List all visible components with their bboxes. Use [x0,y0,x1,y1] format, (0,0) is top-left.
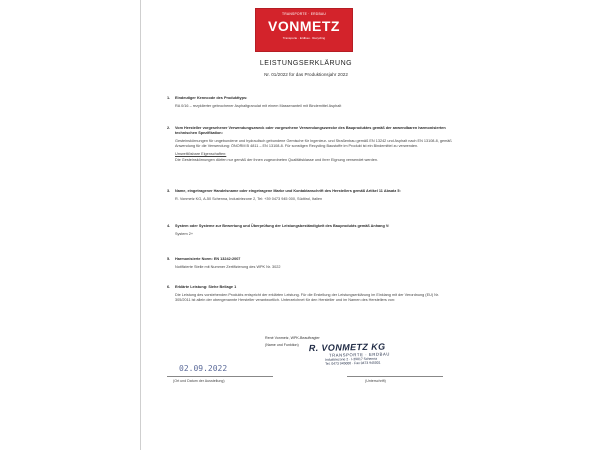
document-subtitle: Nr. 01/2022 für das Produktionsjahr 2022 [264,72,348,77]
section-body: Notifizierte Stelle mit Nummer Zertifizierung des WPK Nr. 3022 [175,265,281,269]
section-number: 6. [167,285,171,289]
section-1 [167,96,453,109]
section-4 [167,224,453,237]
document-title: LEISTUNGSERKLÄRUNG [259,60,353,67]
section-heading: Eindeutiger Kenncode des Produkttyps: [175,96,248,100]
stamp-company: R. VONMETZ KG [308,341,386,354]
section-body: System 2+ [175,232,194,236]
section-body: Gesteinskörnungen für ungebundene und hydraulisch gebundene Gemische für Ingenieur- und Straßenbau gemäß EN 13242 und Asphalt nach EN 13108-8, gemäß Anwendung für die Verwendung: ÖNORM B 4811 – EN 13108-8. Für sonstigen Recycling Baustoffe im Produkt ist ein Bindemittel zu verwenden. [175,139,452,148]
section-body: R. Vonmetz KG, A-50 Schenna, Industriezone 2, Tel: +39 0473 945 000, Südtirol, Italien [175,197,323,201]
section-heading: System oder Systeme zur Bewertung und Überprüfung der Leistungsbeständigkeit des Bauprodukts gemäß Anhang V: [175,224,390,228]
section-heading: Erklärte Leistung: Siehe Beilage 1 [175,285,237,289]
section-heading: Name, eingetragener Handelsname oder eingetragene Marke und Kontaktanschrift des Herstellers gemäß Artikel 11 Absatz 5: [175,189,401,193]
logo-subline: Transporte · Erdbau · Recycling [282,36,326,40]
section-number: 1. [167,96,171,100]
signatory-name: René Vonmetz, WPK-Beauftragter [265,336,320,340]
section-number: 5. [167,257,171,261]
section-number: 3. [167,189,171,193]
section-6 [167,285,453,303]
section-number: 4. [167,224,171,228]
section-5 [167,257,453,270]
section-body: RA 0/16 – rezyklierter gebrochener Asphaltgranulat mit einem Massenanteil mit Bindemittel Asphalt [175,104,342,108]
date-line [167,376,273,377]
section-subbody: Die Gesteinskörnungen dürfen nur gemäß der ihnen zugeordneten Qualitätsklasse und ihrer Eignung verwendet werden. [175,158,379,162]
section-body: Die Leistung des vorstehenden Produkts entspricht der erklärten Leistung. Für die Erstellung der Leistungserklärung im Einklang mit der Verordnung (EU) Nr. 305/2011 ist allein der obengenannte Hersteller verantwortlich. Unterzeichnet für den Hersteller und im Namen des Herstellers von: [175,293,440,302]
section-number: 2. [167,126,171,130]
signature-caption: (Unterschrift) [365,379,386,383]
section-heading: Harmonisierte Norm: EN 13242:2007 [175,257,241,261]
signature-date: 02.09.2022 [179,364,228,373]
signatory-role: (Name und Funktion) [265,343,299,347]
stamp-address: Industriezone 2 · I-39017 Schenna [324,356,378,362]
date-caption: (Ort und Datum der Ausstellung) [173,379,225,383]
company-stamp [309,341,420,377]
section-3 [167,189,453,202]
stamp-phone: Tel. 0473 945000 · Fax 0473 945001 [325,360,381,366]
section-2 [167,126,453,163]
signature-line [347,376,443,377]
section-subheading: Umweltlösbare Eigenschaften: [175,152,227,156]
stamp-activity: TRANSPORTE · ERDBAU [328,351,391,358]
logo-brand: VONMETZ [268,18,340,34]
document-page [140,0,471,450]
company-logo [255,8,353,52]
section-heading: Vom Hersteller vorgesehener Verwendungszweck oder vorgesehene Verwendungszwecke des Bauproduktes gemäß der anwendbaren harmonisierten technischen Spezifikation: [175,126,446,135]
logo-tagline: TRANSPORTE · ERDBAU [281,12,327,16]
